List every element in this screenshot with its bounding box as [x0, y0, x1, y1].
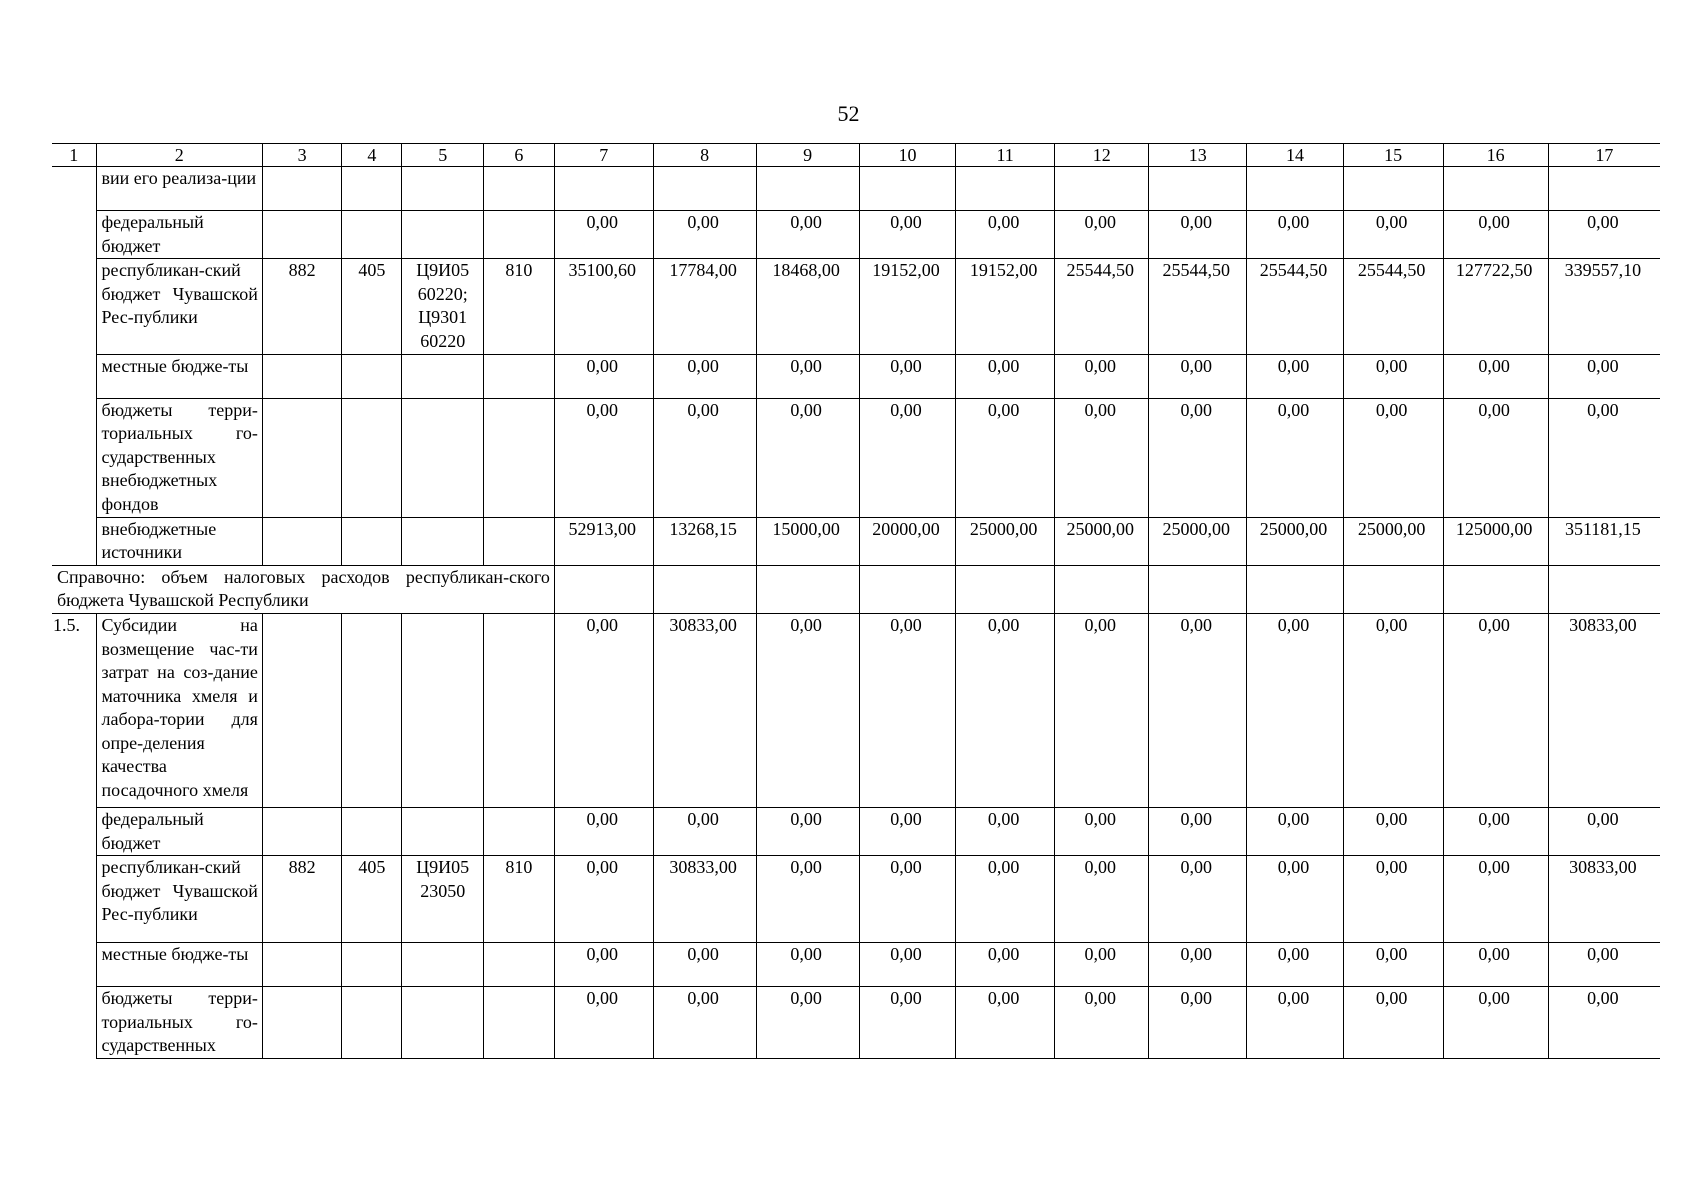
value-cell: 0,00 [756, 943, 859, 987]
header-cell: 11 [956, 144, 1055, 167]
value-cell: 0,00 [1443, 943, 1548, 987]
value-cell: 0,00 [554, 807, 653, 855]
row-name: федеральный бюджет [96, 807, 262, 855]
value-cell: 0,00 [956, 211, 1055, 259]
value-cell: 0,00 [1548, 807, 1660, 855]
value-cell: 0,00 [1343, 354, 1443, 398]
col6-cell [483, 211, 554, 259]
table-row [52, 613, 1660, 807]
header-cell: 14 [1247, 144, 1344, 167]
col3-cell: 882 [262, 259, 341, 354]
value-cell: 0,00 [1149, 856, 1247, 943]
table-row [52, 856, 1660, 943]
value-cell: 25544,50 [1247, 259, 1344, 354]
value-cell: 0,00 [756, 613, 859, 807]
value-cell: 30833,00 [653, 613, 756, 807]
value-cell [1247, 167, 1344, 211]
value-cell [554, 167, 653, 211]
value-cell [1149, 565, 1247, 613]
value-cell: 0,00 [859, 613, 956, 807]
value-cell: 19152,00 [956, 259, 1055, 354]
header-row [52, 144, 1660, 167]
value-cell: 0,00 [1443, 856, 1548, 943]
value-cell: 0,00 [1548, 398, 1660, 517]
col4-cell [342, 354, 402, 398]
col6-cell: 810 [483, 856, 554, 943]
value-cell: 0,00 [1548, 211, 1660, 259]
table-row [52, 517, 1660, 565]
value-cell: 0,00 [1247, 943, 1344, 987]
table-row [52, 398, 1660, 517]
table-row [52, 987, 1660, 1059]
col5-cell [402, 613, 484, 807]
value-cell [554, 565, 653, 613]
value-cell: 0,00 [653, 807, 756, 855]
col4-cell: 405 [342, 259, 402, 354]
header-cell: 8 [653, 144, 756, 167]
col4-cell [342, 807, 402, 855]
value-cell: 35100,60 [554, 259, 653, 354]
col5-cell [402, 211, 484, 259]
value-cell: 0,00 [1055, 807, 1149, 855]
value-cell: 0,00 [1343, 398, 1443, 517]
value-cell: 0,00 [1443, 211, 1548, 259]
value-cell [1343, 167, 1443, 211]
col4-cell [342, 211, 402, 259]
value-cell: 0,00 [1443, 613, 1548, 807]
value-cell: 351181,15 [1548, 517, 1660, 565]
col4-cell [342, 398, 402, 517]
col5-cell: Ц9И05 23050 [402, 856, 484, 943]
table-row [52, 211, 1660, 259]
value-cell: 0,00 [1247, 398, 1344, 517]
table-row [52, 807, 1660, 855]
row-name: местные бюдже-ты [96, 354, 262, 398]
value-cell: 0,00 [1548, 354, 1660, 398]
value-cell: 0,00 [859, 856, 956, 943]
note-text: Справочно: объем налоговых расходов республикан-ского бюджета Чувашской Республики [52, 565, 554, 613]
col5-cell [402, 943, 484, 987]
value-cell: 0,00 [1343, 211, 1443, 259]
value-cell: 0,00 [956, 856, 1055, 943]
row-number [52, 517, 96, 565]
row-name: бюджеты терри-ториальных го-сударственных [96, 987, 262, 1059]
value-cell: 0,00 [956, 943, 1055, 987]
col3-cell [262, 354, 341, 398]
note-row [52, 565, 1660, 613]
value-cell: 0,00 [653, 943, 756, 987]
col3-cell [262, 613, 341, 807]
value-cell: 0,00 [1055, 211, 1149, 259]
col3-cell [262, 987, 341, 1059]
value-cell: 0,00 [653, 354, 756, 398]
value-cell: 0,00 [1149, 807, 1247, 855]
value-cell: 0,00 [1443, 987, 1548, 1059]
header-cell: 12 [1055, 144, 1149, 167]
value-cell: 127722,50 [1443, 259, 1548, 354]
value-cell: 0,00 [859, 211, 956, 259]
col5-cell [402, 167, 484, 211]
value-cell: 0,00 [1548, 987, 1660, 1059]
col4-cell [342, 167, 402, 211]
col3-cell: 882 [262, 856, 341, 943]
value-cell [653, 565, 756, 613]
col4-cell [342, 987, 402, 1059]
value-cell: 0,00 [1247, 807, 1344, 855]
table-row [52, 167, 1660, 211]
col5-cell [402, 987, 484, 1059]
row-name: внебюджетные источники [96, 517, 262, 565]
value-cell: 30833,00 [1548, 613, 1660, 807]
row-number [52, 167, 96, 211]
value-cell: 0,00 [956, 613, 1055, 807]
header-cell: 2 [96, 144, 262, 167]
value-cell: 0,00 [1247, 613, 1344, 807]
value-cell: 0,00 [554, 943, 653, 987]
value-cell: 25000,00 [1149, 517, 1247, 565]
col6-cell: 810 [483, 259, 554, 354]
value-cell: 19152,00 [859, 259, 956, 354]
col5-cell [402, 807, 484, 855]
row-number [52, 943, 96, 987]
value-cell [1443, 167, 1548, 211]
value-cell: 0,00 [554, 354, 653, 398]
table-row [52, 259, 1660, 354]
row-name: республикан-ский бюджет Чувашской Рес-публики [96, 259, 262, 354]
col5-cell [402, 354, 484, 398]
value-cell: 0,00 [1247, 211, 1344, 259]
col6-cell [483, 398, 554, 517]
value-cell: 0,00 [1149, 987, 1247, 1059]
value-cell: 0,00 [653, 398, 756, 517]
col3-cell [262, 398, 341, 517]
value-cell: 15000,00 [756, 517, 859, 565]
col4-cell [342, 613, 402, 807]
value-cell: 0,00 [1343, 807, 1443, 855]
value-cell [859, 565, 956, 613]
value-cell: 0,00 [1055, 613, 1149, 807]
header-cell: 6 [483, 144, 554, 167]
value-cell: 0,00 [1343, 987, 1443, 1059]
value-cell: 25544,50 [1055, 259, 1149, 354]
value-cell: 0,00 [756, 807, 859, 855]
value-cell: 18468,00 [756, 259, 859, 354]
value-cell: 0,00 [1055, 398, 1149, 517]
row-number [52, 211, 96, 259]
row-number [52, 398, 96, 517]
row-number [52, 807, 96, 855]
value-cell: 0,00 [1548, 943, 1660, 987]
value-cell: 0,00 [859, 354, 956, 398]
value-cell: 0,00 [756, 987, 859, 1059]
header-cell: 4 [342, 144, 402, 167]
header-cell: 13 [1149, 144, 1247, 167]
value-cell: 0,00 [756, 211, 859, 259]
row-number [52, 987, 96, 1059]
value-cell: 25000,00 [1247, 517, 1344, 565]
value-cell: 0,00 [653, 987, 756, 1059]
row-name: бюджеты терри-ториальных го-сударственных внебюджетных фондов [96, 398, 262, 517]
value-cell: 0,00 [653, 211, 756, 259]
value-cell: 25000,00 [956, 517, 1055, 565]
header-cell: 10 [859, 144, 956, 167]
col3-cell [262, 167, 341, 211]
value-cell: 0,00 [1149, 613, 1247, 807]
row-name: вии его реализа-ции [96, 167, 262, 211]
row-name: федеральный бюджет [96, 211, 262, 259]
value-cell: 0,00 [756, 354, 859, 398]
col3-cell [262, 943, 341, 987]
row-number: 1.5. [52, 613, 96, 807]
value-cell [1548, 565, 1660, 613]
value-cell: 0,00 [1443, 398, 1548, 517]
col6-cell [483, 943, 554, 987]
col6-cell [483, 807, 554, 855]
table-row [52, 943, 1660, 987]
value-cell: 0,00 [956, 807, 1055, 855]
value-cell: 25000,00 [1055, 517, 1149, 565]
value-cell [1149, 167, 1247, 211]
value-cell: 0,00 [1247, 856, 1344, 943]
value-cell: 0,00 [1343, 943, 1443, 987]
value-cell: 0,00 [1055, 987, 1149, 1059]
col5-cell [402, 517, 484, 565]
col4-cell [342, 517, 402, 565]
value-cell [1055, 565, 1149, 613]
header-cell: 5 [402, 144, 484, 167]
header-cell: 9 [756, 144, 859, 167]
value-cell: 0,00 [1247, 354, 1344, 398]
value-cell: 25544,50 [1149, 259, 1247, 354]
col3-cell [262, 211, 341, 259]
value-cell: 0,00 [554, 398, 653, 517]
row-name: республикан-ский бюджет Чувашской Рес-публики [96, 856, 262, 943]
value-cell: 0,00 [554, 987, 653, 1059]
value-cell: 0,00 [1443, 807, 1548, 855]
header-cell: 7 [554, 144, 653, 167]
value-cell: 0,00 [1055, 354, 1149, 398]
row-number [52, 259, 96, 354]
value-cell: 13268,15 [653, 517, 756, 565]
value-cell: 30833,00 [1548, 856, 1660, 943]
value-cell: 0,00 [1055, 856, 1149, 943]
col3-cell [262, 807, 341, 855]
value-cell [653, 167, 756, 211]
value-cell: 339557,10 [1548, 259, 1660, 354]
value-cell: 0,00 [956, 987, 1055, 1059]
col3-cell [262, 517, 341, 565]
value-cell: 0,00 [1247, 987, 1344, 1059]
value-cell: 0,00 [956, 354, 1055, 398]
value-cell: 0,00 [756, 398, 859, 517]
value-cell: 0,00 [859, 398, 956, 517]
col4-cell: 405 [342, 856, 402, 943]
value-cell: 0,00 [1149, 211, 1247, 259]
page-number: 52 [837, 101, 860, 126]
header-cell: 16 [1443, 144, 1548, 167]
value-cell: 0,00 [956, 398, 1055, 517]
value-cell [1055, 167, 1149, 211]
value-cell: 0,00 [1055, 943, 1149, 987]
header-cell: 17 [1548, 144, 1660, 167]
value-cell [756, 167, 859, 211]
value-cell: 17784,00 [653, 259, 756, 354]
table-row [52, 354, 1660, 398]
row-number [52, 354, 96, 398]
budget-table-body [52, 144, 1660, 1059]
col5-cell: Ц9И05 60220; Ц9301 60220 [402, 259, 484, 354]
value-cell: 0,00 [1343, 856, 1443, 943]
row-name: местные бюдже-ты [96, 943, 262, 987]
value-cell: 0,00 [1149, 943, 1247, 987]
value-cell: 0,00 [859, 987, 956, 1059]
header-cell: 15 [1343, 144, 1443, 167]
value-cell: 25544,50 [1343, 259, 1443, 354]
value-cell: 0,00 [859, 943, 956, 987]
value-cell: 0,00 [554, 856, 653, 943]
row-name: Субсидии на возмещение час-ти затрат на соз-дание маточника хмеля и лабора-тории для опре-деления качества посадочного хмеля [96, 613, 262, 807]
value-cell: 0,00 [756, 856, 859, 943]
value-cell: 0,00 [1343, 613, 1443, 807]
col5-cell [402, 398, 484, 517]
header-cell: 1 [52, 144, 96, 167]
value-cell: 0,00 [1149, 398, 1247, 517]
row-number [52, 856, 96, 943]
value-cell [756, 565, 859, 613]
col6-cell [483, 354, 554, 398]
value-cell: 25000,00 [1343, 517, 1443, 565]
col6-cell [483, 613, 554, 807]
header-cell: 3 [262, 144, 341, 167]
budget-table [52, 143, 1660, 1059]
value-cell [1247, 565, 1344, 613]
col6-cell [483, 167, 554, 211]
value-cell [1343, 565, 1443, 613]
value-cell [859, 167, 956, 211]
value-cell [1548, 167, 1660, 211]
col4-cell [342, 943, 402, 987]
value-cell: 20000,00 [859, 517, 956, 565]
value-cell: 125000,00 [1443, 517, 1548, 565]
value-cell: 0,00 [1149, 354, 1247, 398]
value-cell [956, 167, 1055, 211]
col6-cell [483, 987, 554, 1059]
value-cell: 52913,00 [554, 517, 653, 565]
value-cell: 0,00 [1443, 354, 1548, 398]
value-cell [1443, 565, 1548, 613]
value-cell: 0,00 [554, 211, 653, 259]
value-cell: 0,00 [554, 613, 653, 807]
value-cell: 0,00 [859, 807, 956, 855]
value-cell: 30833,00 [653, 856, 756, 943]
col6-cell [483, 517, 554, 565]
value-cell [956, 565, 1055, 613]
